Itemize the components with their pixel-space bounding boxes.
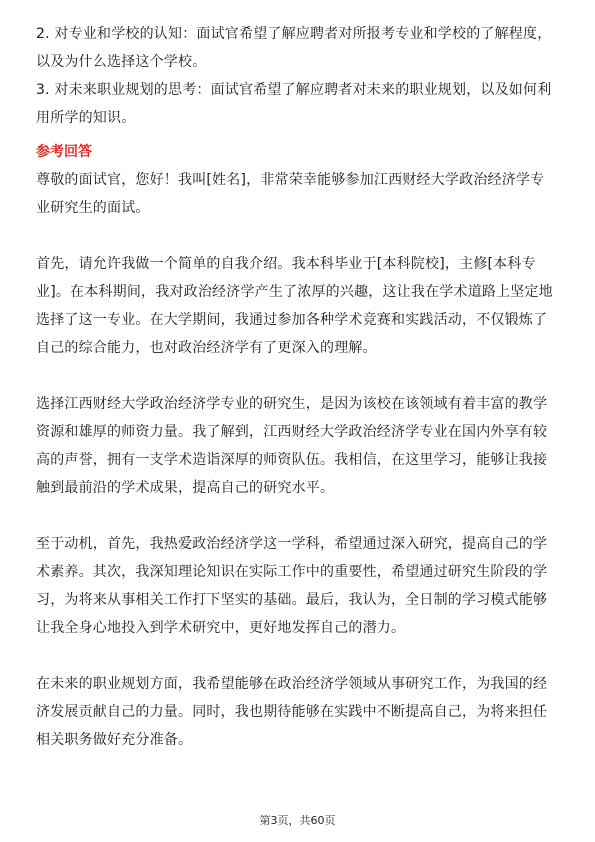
paragraph-line: 选择了这一专业。在大学期间，我通过参加各种学术竞赛和实践活动，不仅锻炼了 [36, 312, 548, 328]
page-number: 第3页，共60页 [259, 814, 336, 827]
intro-paragraph [36, 250, 564, 362]
paragraph-line: 触到最前沿的学术成果，提高自己的研究水平。 [36, 480, 335, 496]
paragraph-line: 尊敬的面试官，您好！我叫[姓名]，非常荣幸能够参加江西财经大学政治经济学专 [36, 172, 545, 188]
career-paragraph [36, 670, 564, 754]
paragraph-gap [36, 502, 564, 530]
list-item-point-3-line-1: 3. 对未来职业规划的思考：面试官希望了解应聘者对未来的职业规划，以及如何利 [36, 82, 552, 98]
list-item-point-3-line-2: 用所学的知识。 [36, 110, 136, 126]
paragraph-line: 高的声誉，拥有一支学术造诣深厚的师资队伍。我相信，在这里学习，能够让我接 [36, 452, 548, 468]
greeting-paragraph [36, 166, 564, 222]
paragraph-line: 首先，请允许我做一个简单的自我介绍。我本科毕业于[本科院校]，主修[本科专 [36, 256, 536, 272]
paragraph-gap [36, 642, 564, 670]
reason-paragraph [36, 390, 564, 502]
paragraph-gap [36, 362, 564, 390]
paragraph-line: 在未来的职业规划方面，我希望能够在政治经济学领域从事研究工作，为我国的经 [36, 676, 548, 692]
paragraph-line: 自己的综合能力，也对政治经济学有了更深入的理解。 [36, 340, 377, 356]
paragraph-line: 术素养。其次，我深知理论知识在实际工作中的重要性，希望通过研究生阶段的学 [36, 564, 548, 580]
paragraph-line: 资源和雄厚的师资力量。我了解到，江西财经大学政治经济学专业在国内外享有较 [36, 424, 548, 440]
list-item-point-2-line-2: 以及为什么选择这个学校。 [36, 54, 207, 70]
paragraph-line: 业研究生的面试。 [36, 200, 150, 216]
motivation-paragraph [36, 530, 564, 642]
paragraph-line: 业]。在本科期间，我对政治经济学产生了浓厚的兴趣，这让我在学术道路上坚定地 [36, 284, 553, 300]
list-item-point-2-line-1: 2. 对专业和学校的认知：面试官希望了解应聘者对所报考专业和学校的了解程度， [36, 26, 552, 42]
paragraph-line: 相关职务做好充分准备。 [36, 732, 193, 748]
paragraph-line: 习，为将来从事相关工作打下坚实的基础。最后，我认为，全日制的学习模式能够 [36, 592, 548, 608]
paragraph-gap [36, 222, 564, 250]
paragraph-line: 至于动机，首先，我热爱政治经济学这一学科，希望通过深入研究，提高自己的学 [36, 536, 548, 552]
page-content [36, 20, 564, 754]
paragraph-line: 让我全身心地投入到学术研究中，更好地发挥自己的潜力。 [36, 620, 406, 636]
paragraph-line: 济发展贡献自己的力量。同时，我也期待能够在实践中不断提高自己，为将来担任 [36, 704, 548, 720]
paragraph-line: 选择江西财经大学政治经济学专业的研究生，是因为该校在该领域有着丰富的教学 [36, 396, 548, 412]
reference-answer-heading: 参考回答 [36, 144, 92, 160]
